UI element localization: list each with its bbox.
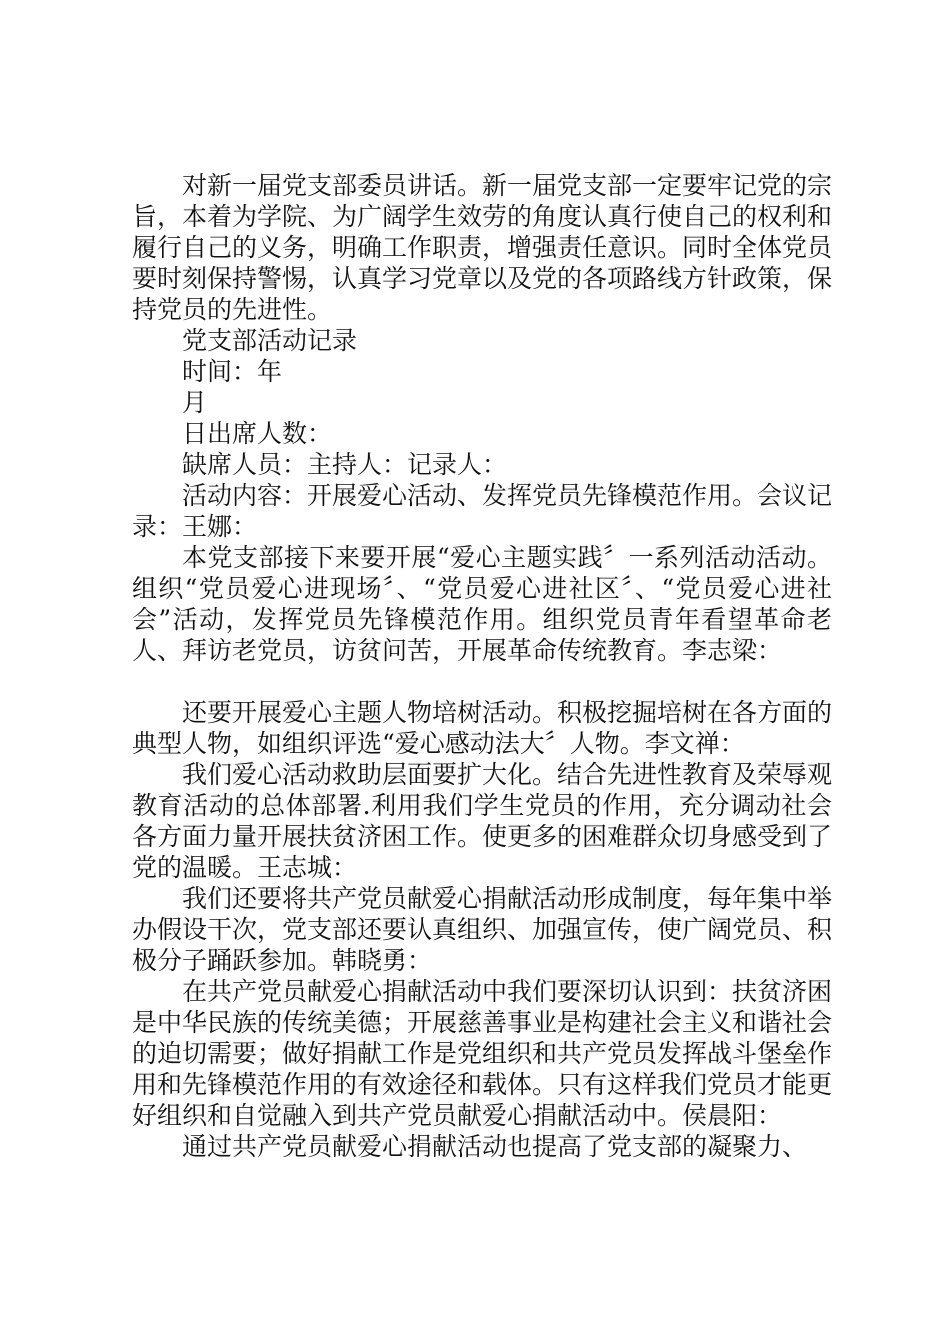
month-line: 月 bbox=[182, 388, 208, 417]
paragraph-role-models: 还要开展爱心主题人物培树活动。积极挖掘培树在各方面的典型人物，如组织评选“爱心感动法大〞人物。李文禅： bbox=[132, 698, 833, 758]
paragraph-expand: 我们爱心活动救助层面要扩大化。结合先进性教育及荣辱观教育活动的总体部署.利用我们学生党员的作用，充分调动社会各方面力量开展扶贫济困工作。使更多的困难群众切身感受到了党的温暖。王志城： bbox=[132, 760, 833, 882]
paragraph-plan: 本党支部接下来要开展“爱心主题实践〞一系列活动活动。组织“党员爱心进现场〞、“党员爱心进社区〞、“党员爱心进社会”活动，发挥党员先锋模范作用。组织党员青年看望革命老人、拜访老党员，访贫问苦，开展革命传统教育。李志梁： bbox=[132, 543, 832, 665]
paragraph-speech: 对新一届党支部委员讲话。新一届党支部一定要牢记党的宗旨，本着为学院、为广阔学生效劳的角度认真行使自己的权利和履行自己的义务，明确工作职责，增强责任意识。同时全体党员要时刻保持警惕，认真学习党章以及党的各项路线方针政策，保持党员的先进性。 bbox=[132, 171, 833, 324]
paragraph-awareness: 在共产党员献爱心捐献活动中我们要深切认识到：扶贫济困是中华民族的传统美德；开展慈善事业是构建社会主义和谐社会的迫切需要；做好捐献工作是党组织和共产党员发挥战斗堡垒作用和先锋模范作用的有效途径和载体。只有这样我们党员才能更好组织和自觉融入到共产党员献爱心捐献活动中。侯晨阳： bbox=[132, 977, 833, 1130]
paragraph-activity: 活动内容：开展爱心活动、发挥党员先锋模范作用。会议记录：王娜： bbox=[132, 481, 833, 541]
document-page bbox=[132, 170, 832, 1162]
time-line: 时间：年 bbox=[182, 357, 283, 386]
attendance-line: 日出席人数： bbox=[182, 419, 333, 448]
absent-line: 缺席人员：主持人：记录人： bbox=[182, 450, 508, 479]
record-title: 党支部活动记录 bbox=[182, 326, 358, 355]
paragraph-cohesion: 通过共产党员献爱心捐献活动也提高了党支部的凝聚力、 bbox=[182, 1132, 808, 1161]
blank-line bbox=[132, 666, 832, 697]
paragraph-system: 我们还要将共产党员献爱心捐献活动形成制度，每年集中举办假设干次，党支部还要认真组织、加强宣传，使广阔党员、积极分子踊跃参加。韩晓勇： bbox=[132, 884, 833, 975]
